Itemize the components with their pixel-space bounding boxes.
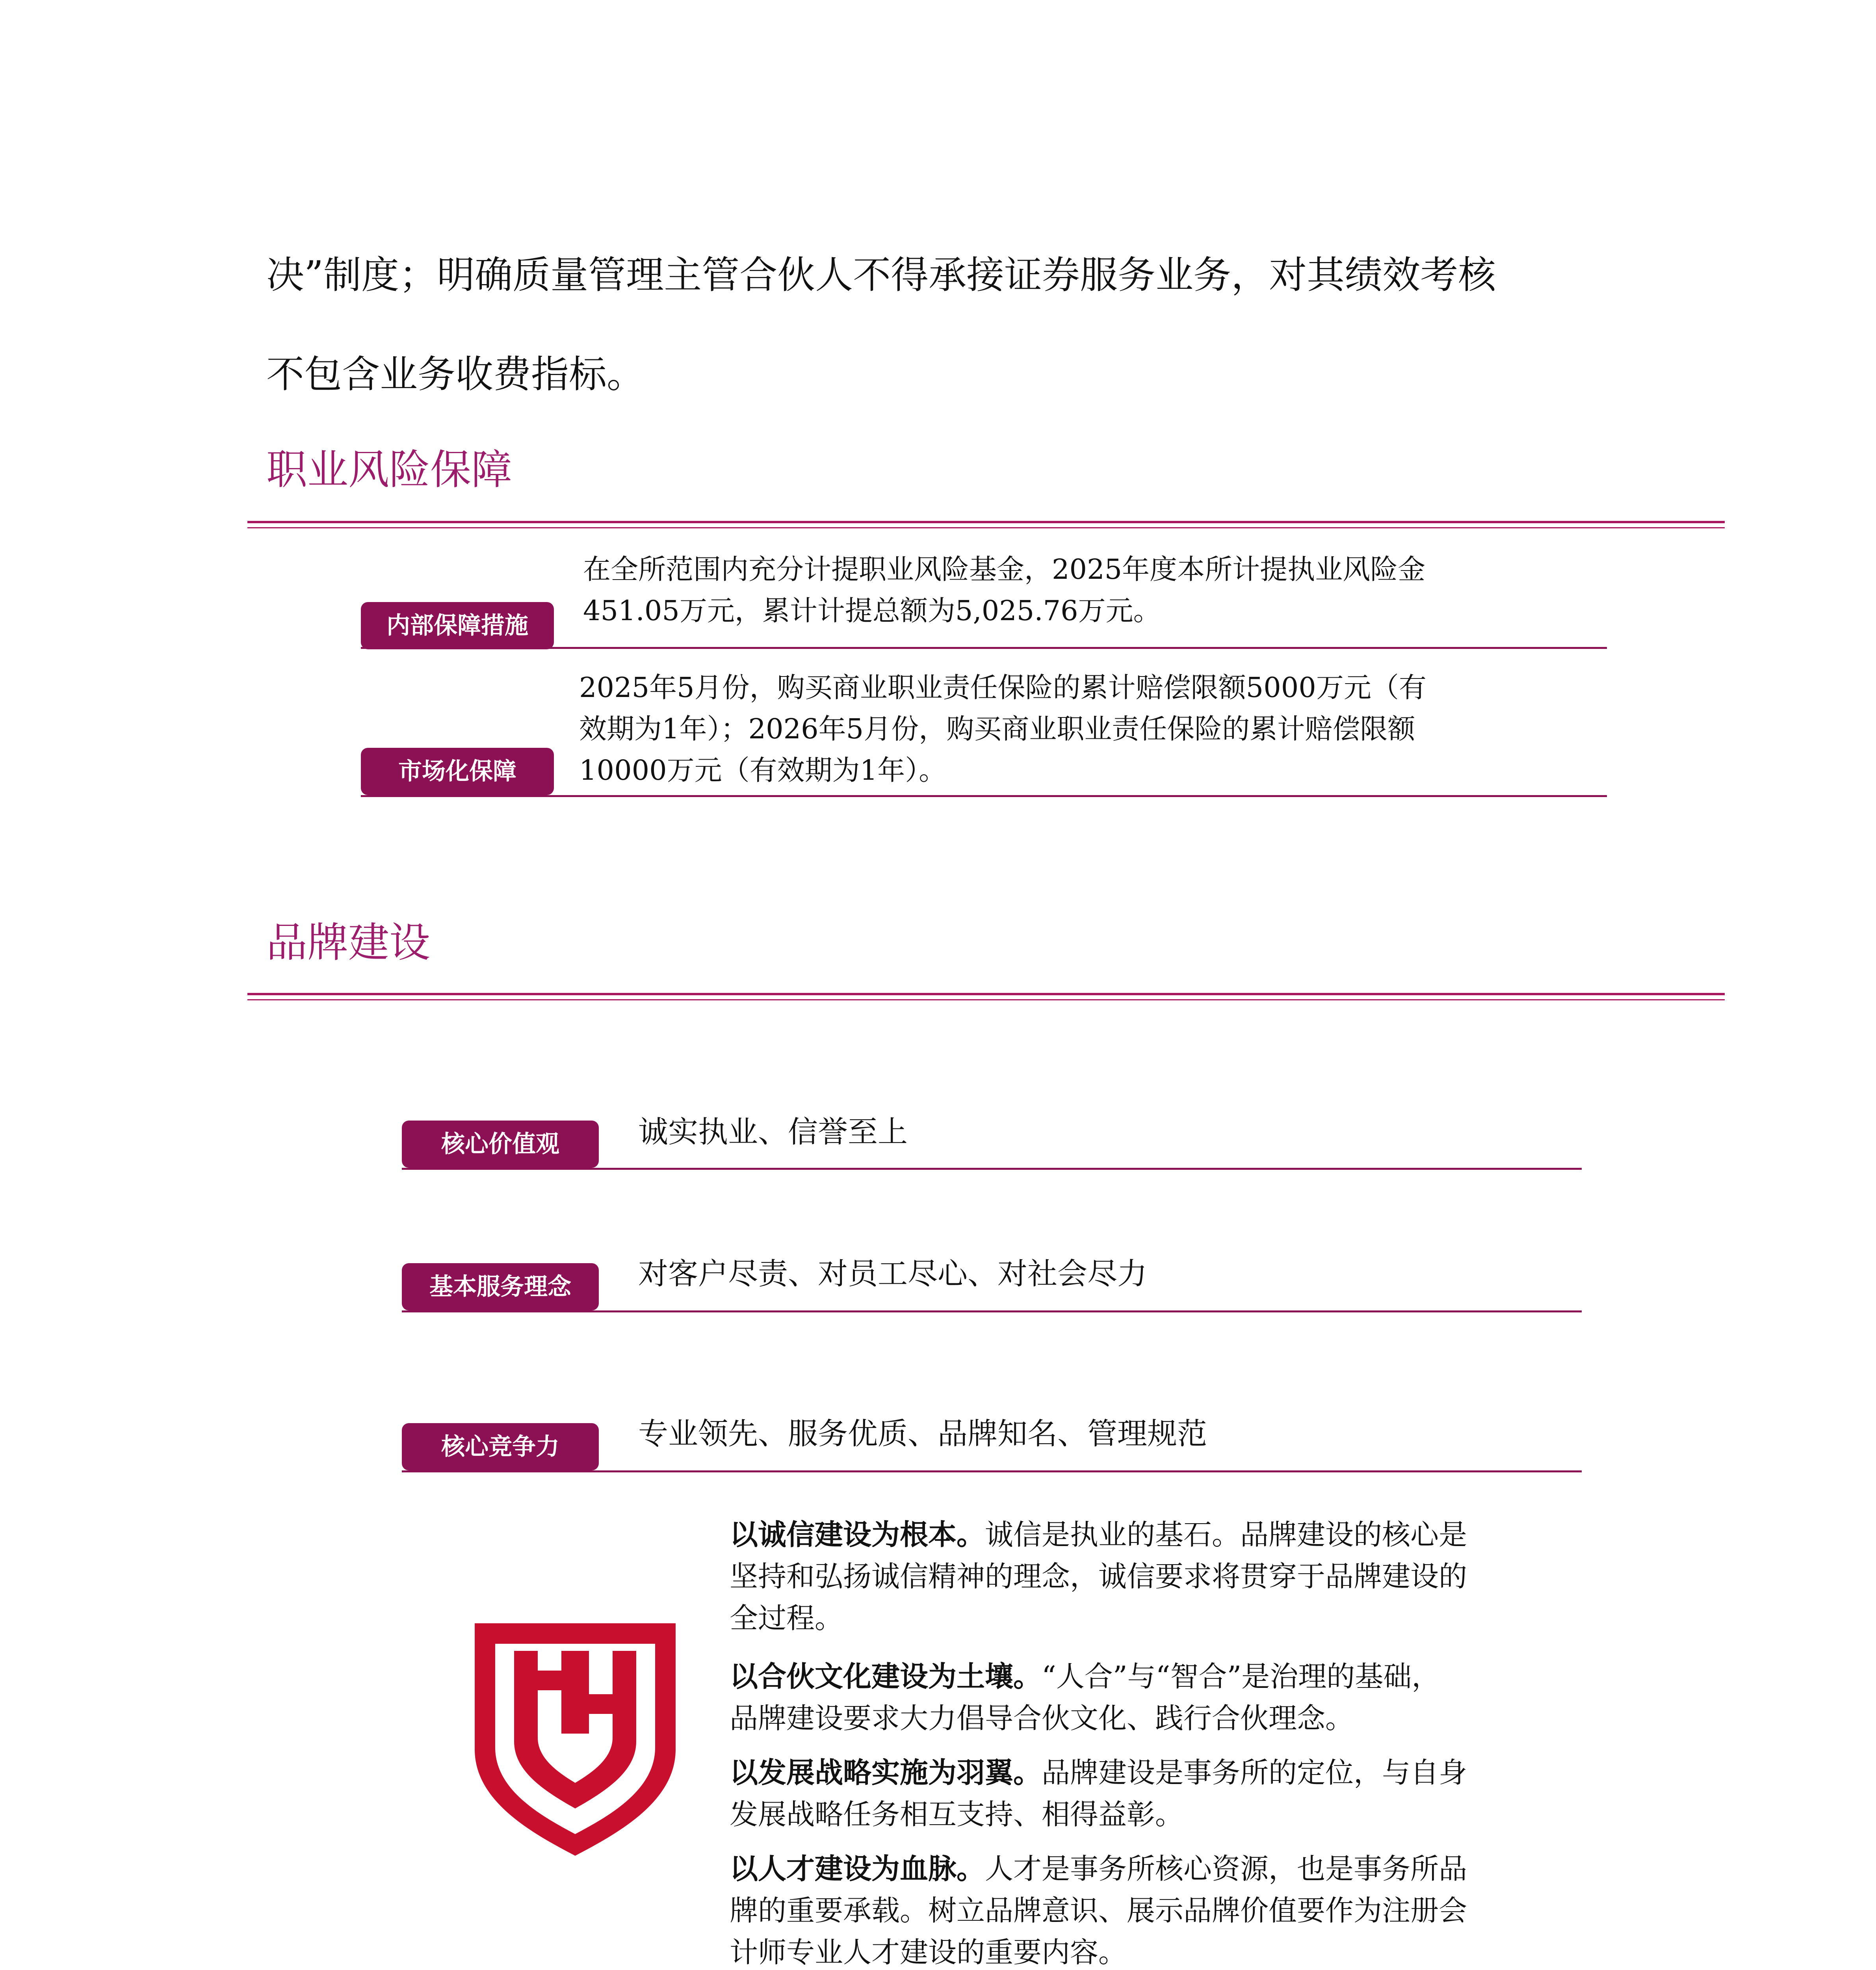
brand-para-2-line-1: 以合伙文化建设为土壤。“人合”与“智合”是治理的基础，: [730, 1660, 1440, 1693]
brand-item-underline: [402, 1470, 1582, 1472]
brand-item-underline: [402, 1168, 1582, 1170]
brand-para-1-line-3: 全过程。: [730, 1602, 843, 1635]
risk-item-2-line-2: 效期为1年）；2026年5月份，购买商业职业责任保险的累计赔偿限额: [579, 713, 1415, 745]
risk-badge-market: 市场化保障: [361, 748, 554, 795]
brand-badge-service-idea: 基本服务理念: [402, 1263, 599, 1310]
risk-item-2-line-1: 2025年5月份，购买商业职业责任保险的累计赔偿限额5000万元（有: [579, 671, 1427, 704]
brand-value-competitiveness: 专业领先、服务优质、品牌知名、管理规范: [638, 1416, 1207, 1451]
section-divider: [247, 993, 1725, 995]
risk-item-1-line-1: 在全所范围内充分计提职业风险基金，2025年度本所计提执业风险金: [583, 553, 1426, 585]
risk-item-underline: [361, 647, 1607, 649]
brand-para-3-line-1: 以发展战略实施为羽翼。品牌建设是事务所的定位，与自身: [730, 1756, 1467, 1789]
brand-badge-competitiveness: 核心竞争力: [402, 1423, 599, 1470]
brand-para-3-line-2: 发展战略任务相互支持、相得益彰。: [730, 1798, 1184, 1831]
risk-item-underline: [361, 795, 1607, 797]
risk-badge-internal: 内部保障措施: [361, 602, 554, 649]
intro-line-2: 不包含业务收费指标。: [266, 352, 645, 396]
section-title-brand: 品牌建设: [266, 918, 431, 966]
brand-badge-core-values: 核心价值观: [402, 1121, 599, 1168]
brand-para-2-line-2: 品牌建设要求大力倡导合伙文化、践行合伙理念。: [730, 1702, 1354, 1735]
brand-para-4-line-1: 以人才建设为血脉。人才是事务所核心资源，也是事务所品: [730, 1852, 1467, 1885]
brand-para-1-line-1: 以诚信建设为根本。诚信是执业的基石。品牌建设的核心是: [730, 1518, 1467, 1551]
section-divider: [247, 521, 1725, 523]
brand-value-core-values: 诚实执业、信誉至上: [638, 1114, 908, 1149]
brand-para-4-line-3: 计师专业人才建设的重要内容。: [730, 1936, 1127, 1969]
brand-para-4-line-2: 牌的重要承载。树立品牌意识、展示品牌价值要作为注册会: [730, 1894, 1467, 1927]
section-divider: [247, 527, 1725, 528]
firm-logo-shield-icon: [471, 1615, 680, 1860]
section-divider: [247, 999, 1725, 1000]
intro-line-1: 决”制度；明确质量管理主管合伙人不得承接证券服务业务，对其绩效考核: [266, 253, 1496, 297]
risk-item-2-line-3: 10000万元（有效期为1年）。: [579, 754, 947, 786]
brand-item-underline: [402, 1310, 1582, 1312]
brand-para-1-line-2: 坚持和弘扬诚信精神的理念，诚信要求将贯穿于品牌建设的: [730, 1560, 1467, 1593]
section-title-risk: 职业风险保障: [266, 446, 513, 494]
brand-value-service-idea: 对客户尽责、对员工尽心、对社会尽力: [638, 1256, 1147, 1291]
risk-item-1-line-2: 451.05万元，累计计提总额为5,025.76万元。: [583, 595, 1161, 627]
